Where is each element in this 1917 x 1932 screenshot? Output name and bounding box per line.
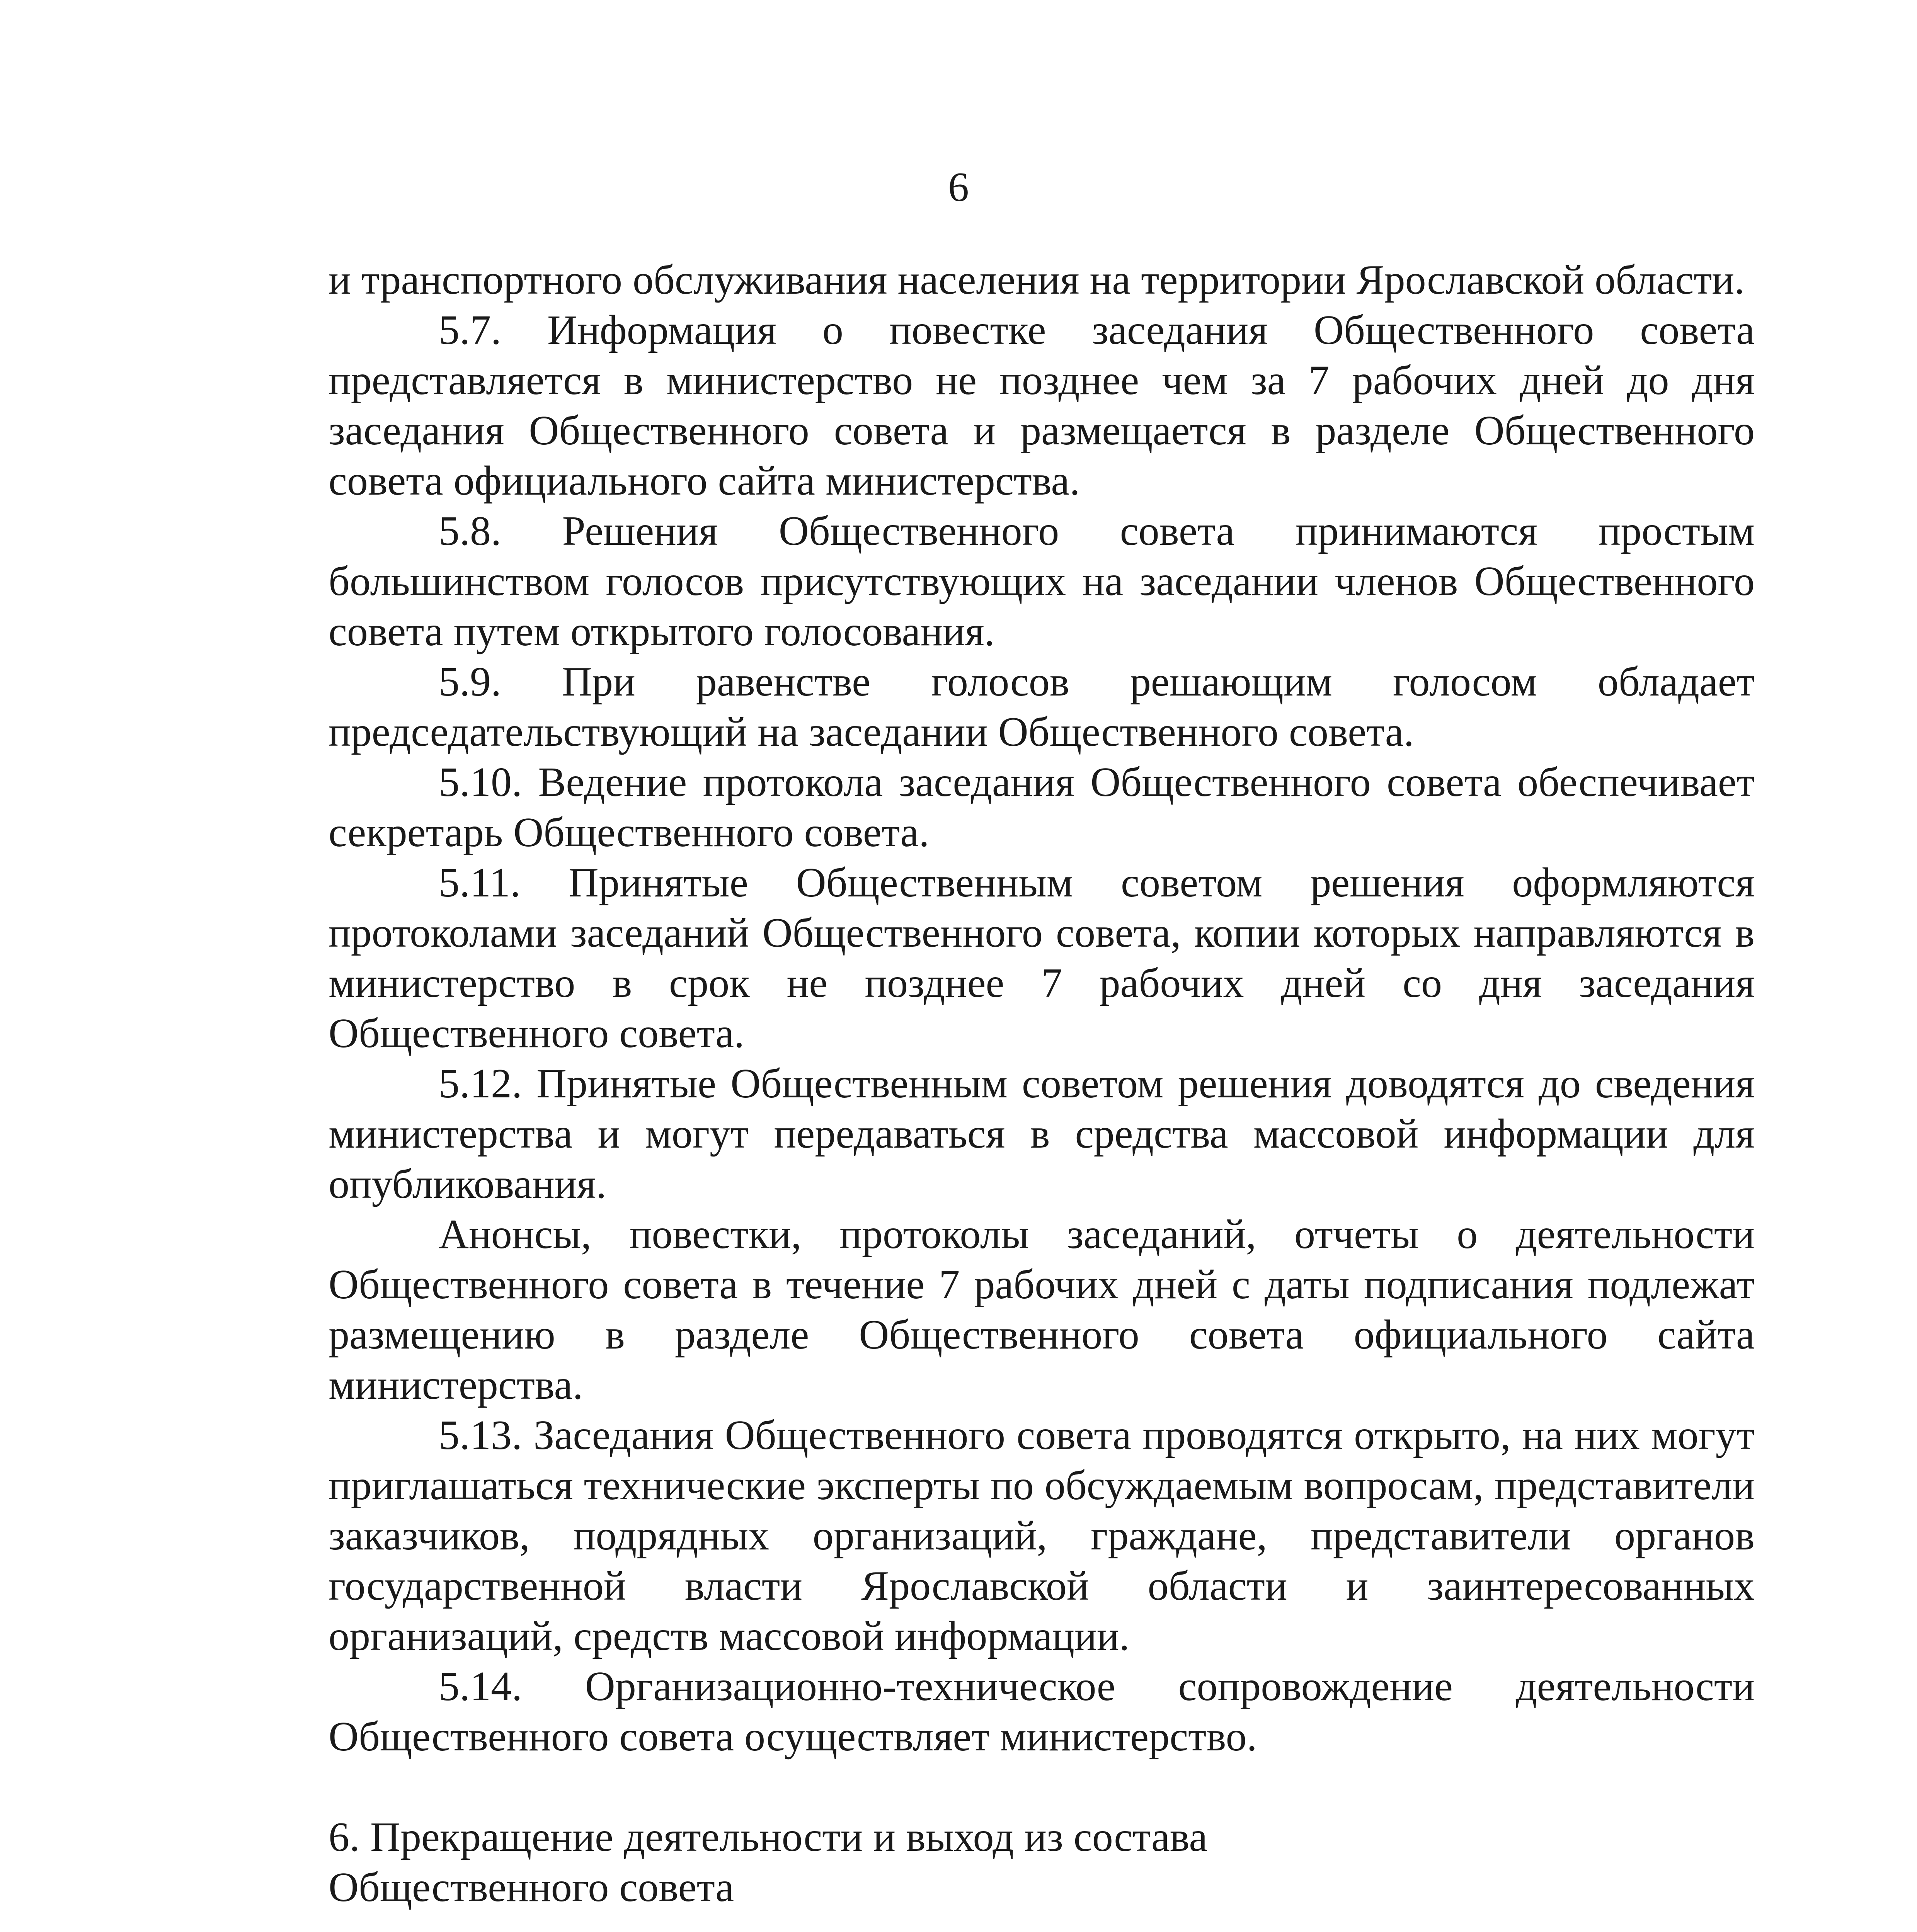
paragraph-5-9: 5.9. При равенстве голосов решающим голосом обладает председательствующий на заседании Общественного совета. <box>329 659 1755 755</box>
paragraph-5-14: 5.14. Организационно-техническое сопровождение деятельности Общественного совета осуществляет министерство. <box>329 1663 1755 1760</box>
paragraph-5-13: 5.13. Заседания Общественного совета проводятся открыто, на них могут приглашаться технические эксперты по обсуждаемым вопросам, представители заказчиков, подрядных организаций, граждане, представители органов государственной власти Ярославской области и заинтересованных организаций, средств массовой информации. <box>329 1412 1755 1659</box>
paragraph-announcements: Анонсы, повестки, протоколы заседаний, отчеты о деятельности Общественного совета в течение 7 рабочих дней с даты подписания подлежат размещению в разделе Общественного совета официального сайта министерства. <box>329 1211 1755 1408</box>
section-heading-line-2: Общественного совета <box>329 1864 734 1910</box>
section-heading-line-1: 6. Прекращение деятельности и выход из состава <box>329 1814 1208 1860</box>
paragraph-5-8: 5.8. Решения Общественного совета принимаются простым большинством голосов присутствующих на заседании членов Общественного совета путем открытого голосования. <box>329 508 1755 655</box>
paragraph-5-7: 5.7. Информация о повестке заседания Общественного совета представляется в министерство не позднее чем за 7 рабочих дней до дня заседания Общественного совета и размещается в разделе Общественного совета официального сайта министерства. <box>329 307 1755 504</box>
paragraph-5-10: 5.10. Ведение протокола заседания Общественного совета обеспечивает секретарь Общественного совета. <box>329 759 1755 855</box>
page-number: 6 <box>948 164 969 210</box>
paragraph-5-11: 5.11. Принятые Общественным советом решения оформляются протоколами заседаний Общественного совета, копии которых направляются в министерство в срок не позднее 7 рабочих дней со дня заседания Общественного совета. <box>329 860 1755 1056</box>
paragraph-continuation: и транспортного обслуживания населения на территории Ярославской области. <box>329 257 1745 303</box>
document-body <box>329 255 1755 1932</box>
paragraph-5-12: 5.12. Принятые Общественным советом решения доводятся до сведения министерства и могут передаваться в средства массовой информации для опубликования. <box>329 1061 1755 1207</box>
section-heading <box>329 1812 1755 1913</box>
